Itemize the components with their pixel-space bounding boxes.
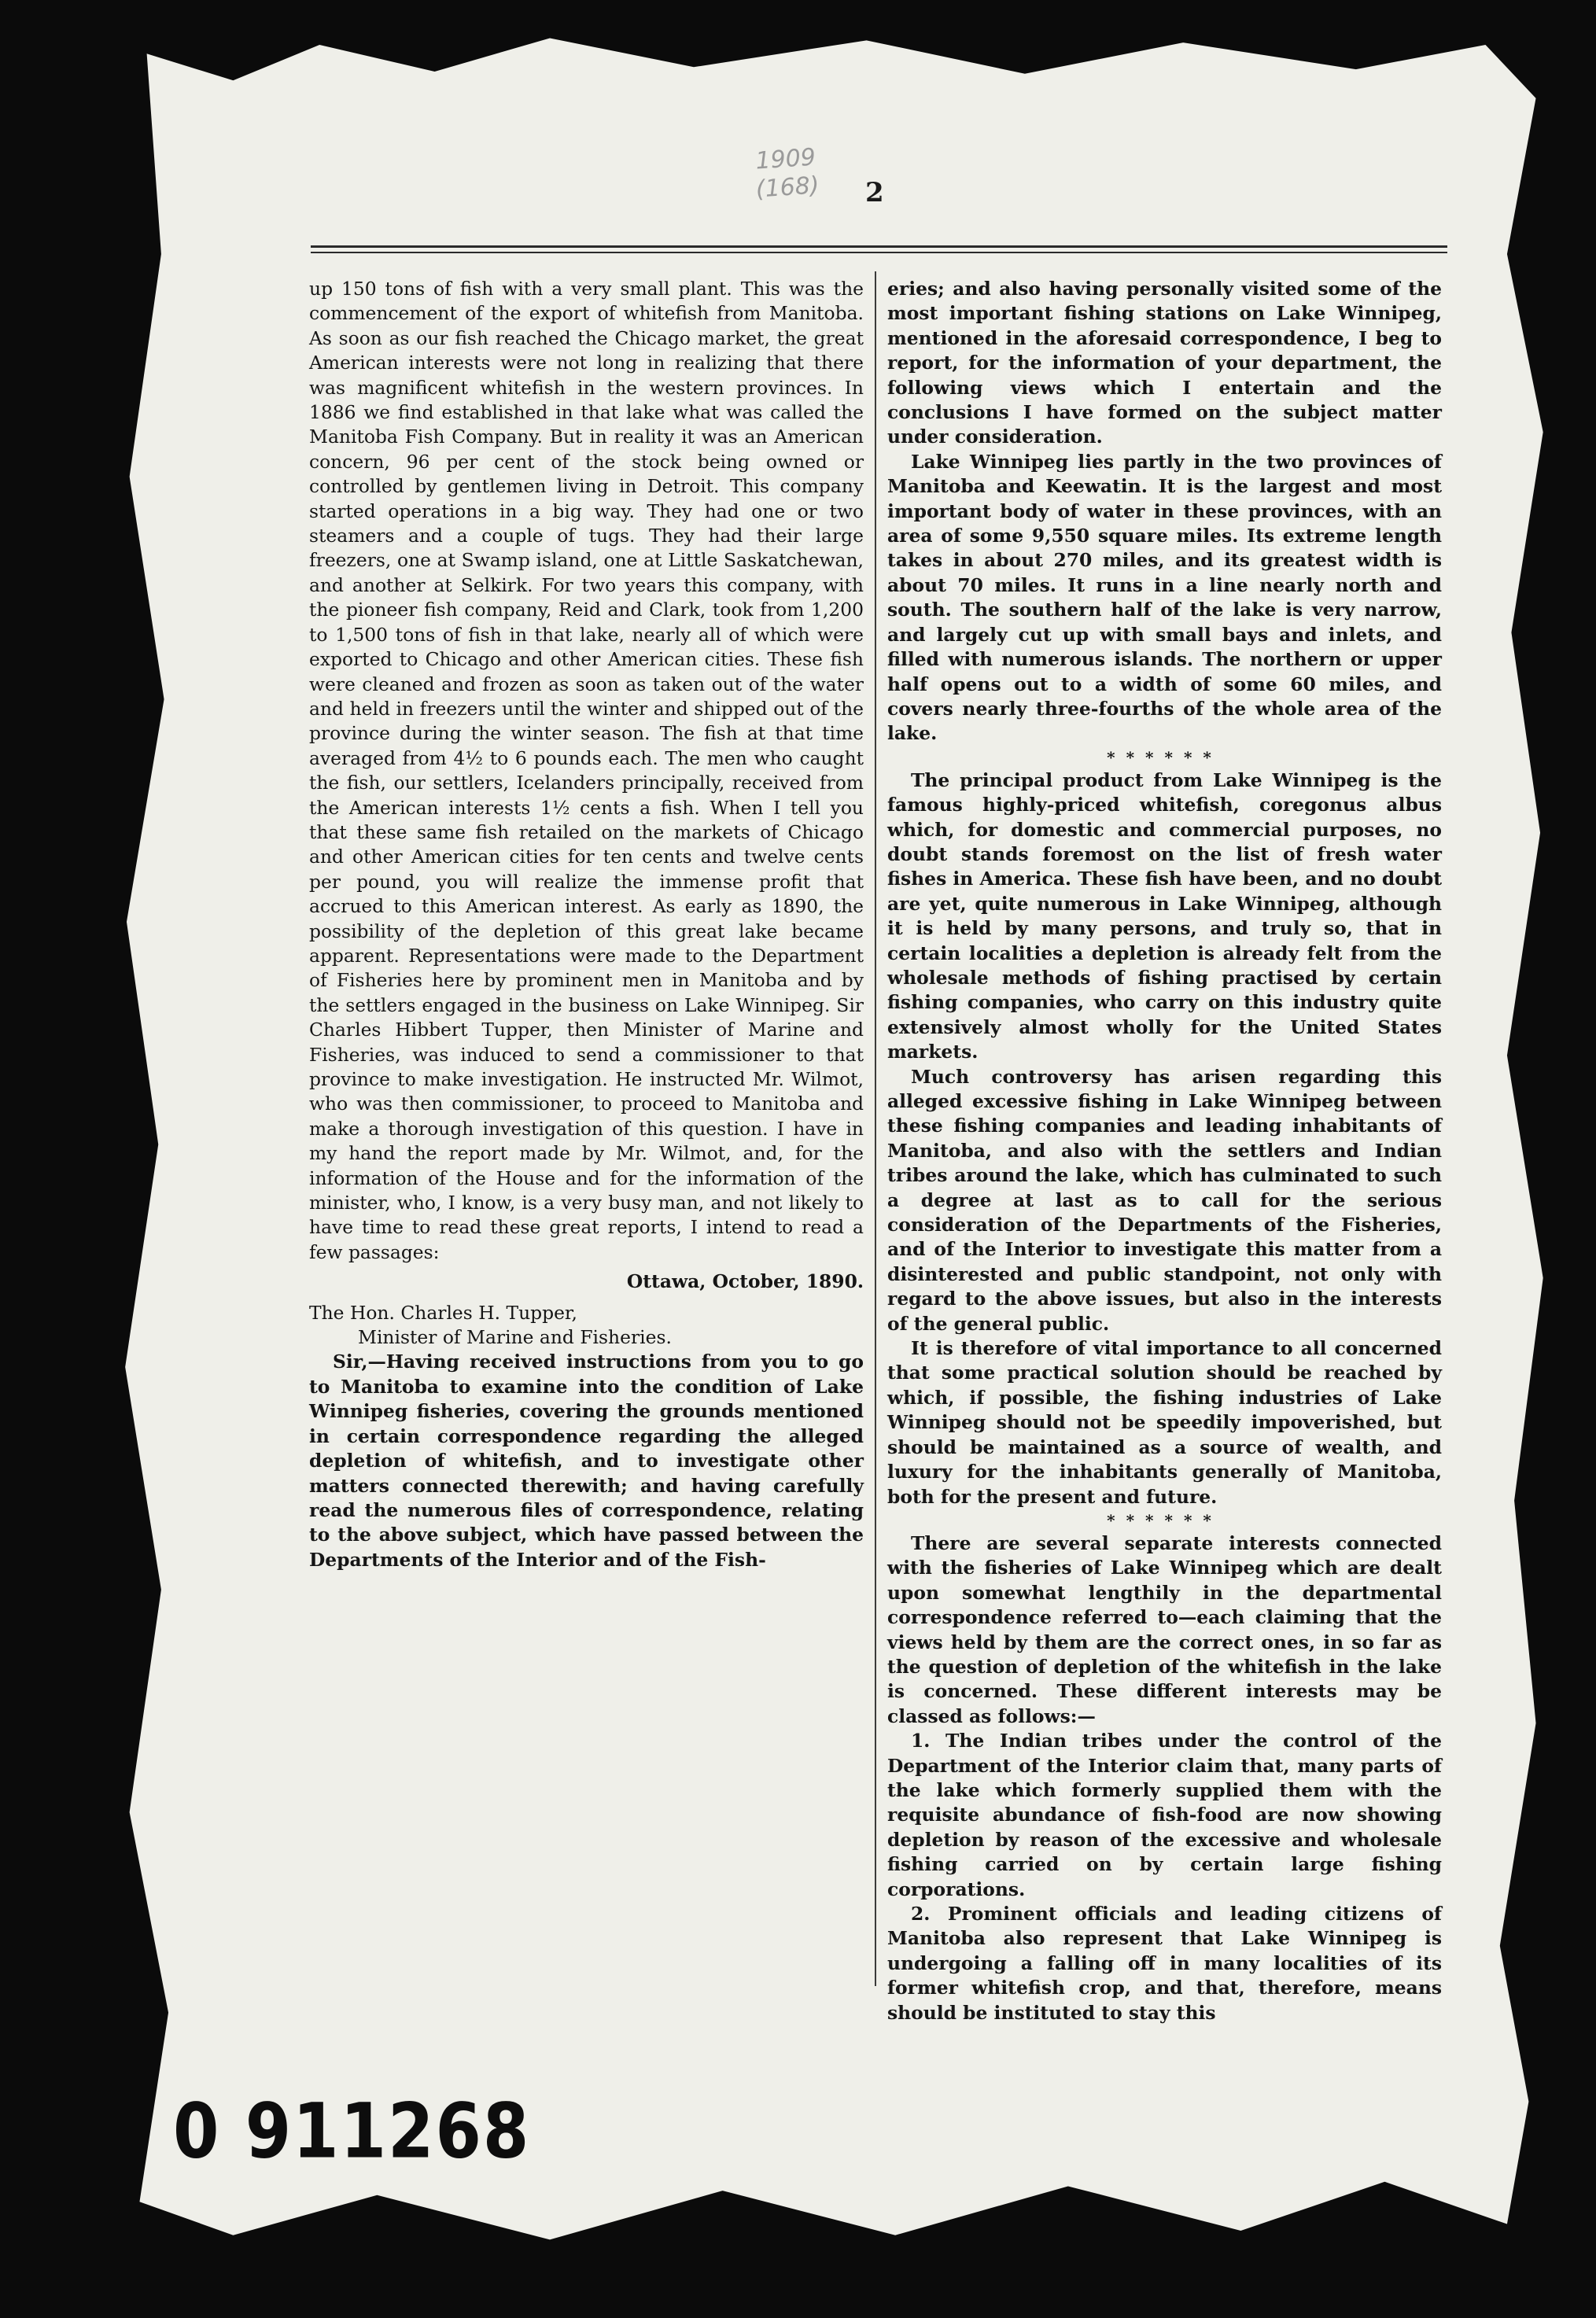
handwritten-annotation xyxy=(738,142,836,205)
right-paragraph-2: Lake Winnipeg lies partly in the two provinces of Manitoba and Keewatin. It is the largest and most important body of water in these provinces, with an area of some 9,550 square miles. Its extreme length takes in about 270 miles, and its greatest width is about 70 miles. It runs in a line nearly north and south. The southern half of the lake is very narrow, and largely cut up with small bays and inlets, and filled with numerous islands. The northern or upper half opens out to a width of some 60 miles, and covers nearly three-fourths of the whole area of the lake. xyxy=(887,450,1442,745)
letter-dateline: Ottawa, October, 1890. xyxy=(626,1270,864,1293)
letter-addressee-title: Minister of Marine and Fisheries. xyxy=(358,1326,672,1349)
section-separator-stars: ****** xyxy=(1107,1510,1222,1530)
handwritten-ref: (168) xyxy=(754,171,820,204)
header-rule-top xyxy=(311,245,1447,248)
left-paragraph-1: up 150 tons of fish with a very small plant. This was the commencement of the export of whitefish from Manitoba. As soon as our fish reached the Chicago market, the great American interests were not long in realizing that there was magnificent whitefish in the western provinces. In 1886 we find established in that lake what was called the Manitoba Fish Company. But in reality it was an American concern, 96 per cent of the stock being owned or controlled by gentlemen living in Detroit. This company started operations in a big way. They had one or two steamers and a couple of tugs. They had their large freezers, one at Swamp island, one at Little Saskatchewan, and another at Selkirk. For two years this company, with the pioneer fish company, Reid and Clark, took from 1,200 to 1,500 tons of fish in that lake, nearly all of which were exported to Chicago and other American cities. These fish were cleaned and frozen as soon as taken out of the water and held in freezers until the winter and shipped out of the province during the winter season. The fish at that time averaged from 4½ to 6 pounds each. The men who caught the fish, our settlers, Icelanders principally, received from the American interests 1½ cents a fish. When I tell you that these same fish retailed on the markets of Chicago and other American cities for ten cents and twelve cents per pound, you will realize the immense profit that accrued to this American interest. As early as 1890, the possibility of the depletion of this great lake became apparent. Representations were made to the Department of Fisheries here by prominent men in Manitoba and by the settlers engaged in the business on Lake Winnipeg. Sir Charles Hibbert Tupper, then Minister of Marine and Fisheries, was induced to send a commissioner to that province to make investigation. He instructed Mr. Wilmot, who was then commissioner, to proceed to Manitoba and make a thorough investigation of this question. I have in my hand the report made by Mr. Wilmot, and, for the information of the House and for the information of the minister, who, I know, is a very busy man, and not likely to have time to read these great reports, I intend to read a few passages: xyxy=(309,278,864,1263)
microfilm-frame-number: 0 911268 xyxy=(173,2086,531,2176)
right-paragraph-5: It is therefore of vital importance to all concerned that some practical solution should be reached by which, if possible, the fishing industries of Lake Winnipeg should not be speedily impoverished, but should be maintained as a source of wealth, and luxury for the inhabitants generally of Manitoba, both for the present and future. xyxy=(887,1337,1442,1508)
right-paragraph-4: Much controversy has arisen regarding this alleged excessive fishing in Lake Winnipeg between these fishing companies and leading inhabitants of Manitoba, and also with the settlers and Indian tribes around the lake, which has culminated to such a degree at last as to call for the serious consideration of the Departments of the Fisheries, and of the Interior to investigate this matter from a disinterested and public standpoint, not only with regard to the above issues, but also in the interests of the general public. xyxy=(887,1065,1442,1335)
section-separator-stars: ****** xyxy=(1107,747,1222,767)
right-paragraph-7: 1. The Indian tribes under the control of the Department of the Interior claim that, many parts of the lake which formerly supplied them with the requisite abundance of fish-food are now showing depletion by reason of the excessive and wholesale fishing carried on by certain large fishing corporations. xyxy=(887,1730,1442,1900)
right-paragraph-1: eries; and also having personally visited some of the most important fishing stations on Lake Winnipeg, mentioned in the aforesaid correspondence, I beg to report, for the information of your department, the following views which I entertain and the conclusions I have formed on the subject matter under consideration. xyxy=(887,278,1442,448)
handwritten-year: 1909 xyxy=(754,143,817,175)
right-paragraph-8: 2. Prominent officials and leading citizens of Manitoba also represent that Lake Winnipeg is undergoing a falling off in many localities of its former whitefish crop, and that, therefore, means should be instituted to stay this xyxy=(887,1903,1442,2024)
page-number: 2 xyxy=(865,177,884,208)
letter-addressee-name: The Hon. Charles H. Tupper, xyxy=(309,1301,577,1324)
header-rule-bottom xyxy=(311,252,1447,253)
right-paragraph-6: There are several separate interests connected with the fisheries of Lake Winnipeg which are dealt upon somewhat lengthily in the departmental correspondence referred to—each claiming that the views held by them are the correct ones, in so far as the question of depletion of the whitefish in the lake is concerned. These different interests may be classed as follows:— xyxy=(887,1531,1442,1727)
left-column xyxy=(309,277,864,1572)
column-divider xyxy=(875,271,876,1986)
right-paragraph-3: The principal product from Lake Winnipeg is the famous highly-priced whitefish, coregonus albus which, for domestic and commercial purposes, no doubt stands foremost on the list of fresh water fishes in America. These fish have been, and no doubt are yet, quite numerous in Lake Winnipeg, although it is held by many persons, and truly so, that in certain localities a depletion is already felt from the wholesale methods of fishing practised by certain fishing companies, who carry on this industry quite extensively almost wholly for the United States markets. xyxy=(887,768,1442,1063)
letter-body-start: Sir,—Having received instructions from you to go to Manitoba to examine into the condition of Lake Winnipeg fisheries, covering the grounds mentioned in certain correspondence regarding the alleged depletion of whitefish, and to investigate other matters connected therewith; and having carefully read the numerous files of correspondence, relating to the above subject, which have passed between the Departments of the Interior and of the Fish- xyxy=(309,1351,864,1571)
right-column xyxy=(887,277,1442,2025)
